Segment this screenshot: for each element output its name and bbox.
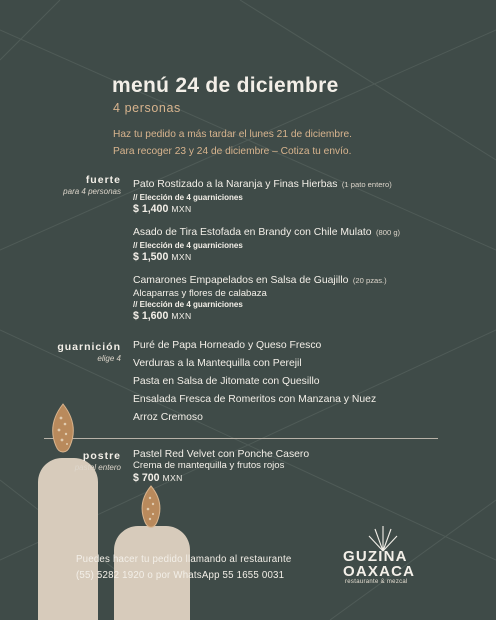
menu-item-pato xyxy=(133,174,392,215)
item-qty: (20 pzas.) xyxy=(352,276,387,285)
logo-tagline: restaurante & mezcal xyxy=(345,579,408,585)
item-description: Crema de mantequilla y frutos rojos xyxy=(133,460,285,471)
item-name: Camarones Empapelados en Salsa de Guajillo xyxy=(133,275,349,286)
section-guarnicion-label xyxy=(57,341,121,363)
side-item: Pasta en Salsa de Jitomate con Quesillo xyxy=(133,376,320,387)
item-price: $ 1,400 MXN xyxy=(133,203,192,215)
menu-title: menú 24 de diciembre xyxy=(112,74,339,97)
menu-subtitle: 4 personas xyxy=(113,101,181,115)
menu-item-pastel xyxy=(133,449,309,484)
flame-left-icon xyxy=(48,402,78,458)
section-sublabel: para 4 personas xyxy=(63,187,121,196)
section-title: guarnición xyxy=(57,341,121,353)
section-postre-label xyxy=(75,450,121,472)
section-title: postre xyxy=(82,450,121,462)
order-deadline-note: Haz tu pedido a más tardar el lunes 21 de diciembre. xyxy=(113,129,352,140)
candle-left xyxy=(38,458,98,620)
flame-right-icon xyxy=(138,484,164,532)
item-price: $ 1,600 MXN xyxy=(133,310,192,322)
contact-phones: (55) 5282 1920 o por WhatsApp 55 1655 0031 xyxy=(76,570,285,581)
item-price: $ 700 MXN xyxy=(133,472,183,484)
menu-item-asado xyxy=(133,222,400,263)
order-instructions: Puedes hacer tu pedido llamando al restaurante xyxy=(76,554,292,565)
side-item: Puré de Papa Horneado y Queso Fresco xyxy=(133,340,322,351)
logo-text: OAXACA xyxy=(343,563,416,580)
menu-item-camarones xyxy=(133,270,387,322)
side-item: Arroz Cremoso xyxy=(133,412,203,423)
section-title: fuerte xyxy=(85,174,121,186)
item-choice: // Elección de 4 guarniciones xyxy=(133,193,243,202)
section-sublabel: elige 4 xyxy=(97,354,121,363)
section-fuerte-label xyxy=(63,174,121,196)
item-qty: (800 g) xyxy=(376,228,401,237)
side-item: Ensalada Fresca de Romeritos con Manzana y Nuez xyxy=(133,394,377,405)
side-item: Verduras a la Mantequilla con Perejil xyxy=(133,358,302,369)
restaurant-logo xyxy=(343,524,443,584)
item-price: $ 1,500 MXN xyxy=(133,251,192,263)
item-choice: // Elección de 4 guarniciones xyxy=(133,300,243,309)
section-sublabel: pastel entero xyxy=(74,463,121,472)
pickup-note: Para recoger 23 y 24 de diciembre – Cotiza tu envío. xyxy=(113,146,352,157)
item-qty: (1 pato entero) xyxy=(341,180,392,189)
item-name: Pato Rostizado a la Naranja y Finas Hierbas xyxy=(133,179,338,190)
item-name: Pastel Red Velvet con Ponche Casero xyxy=(133,449,310,460)
logo-text: GUZINA xyxy=(343,548,408,565)
item-name: Asado de Tira Estofada en Brandy con Chile Mulato xyxy=(133,227,372,238)
item-description: Alcaparras y flores de calabaza xyxy=(133,288,267,299)
item-choice: // Elección de 4 guarniciones xyxy=(133,241,243,250)
section-divider xyxy=(44,438,438,439)
